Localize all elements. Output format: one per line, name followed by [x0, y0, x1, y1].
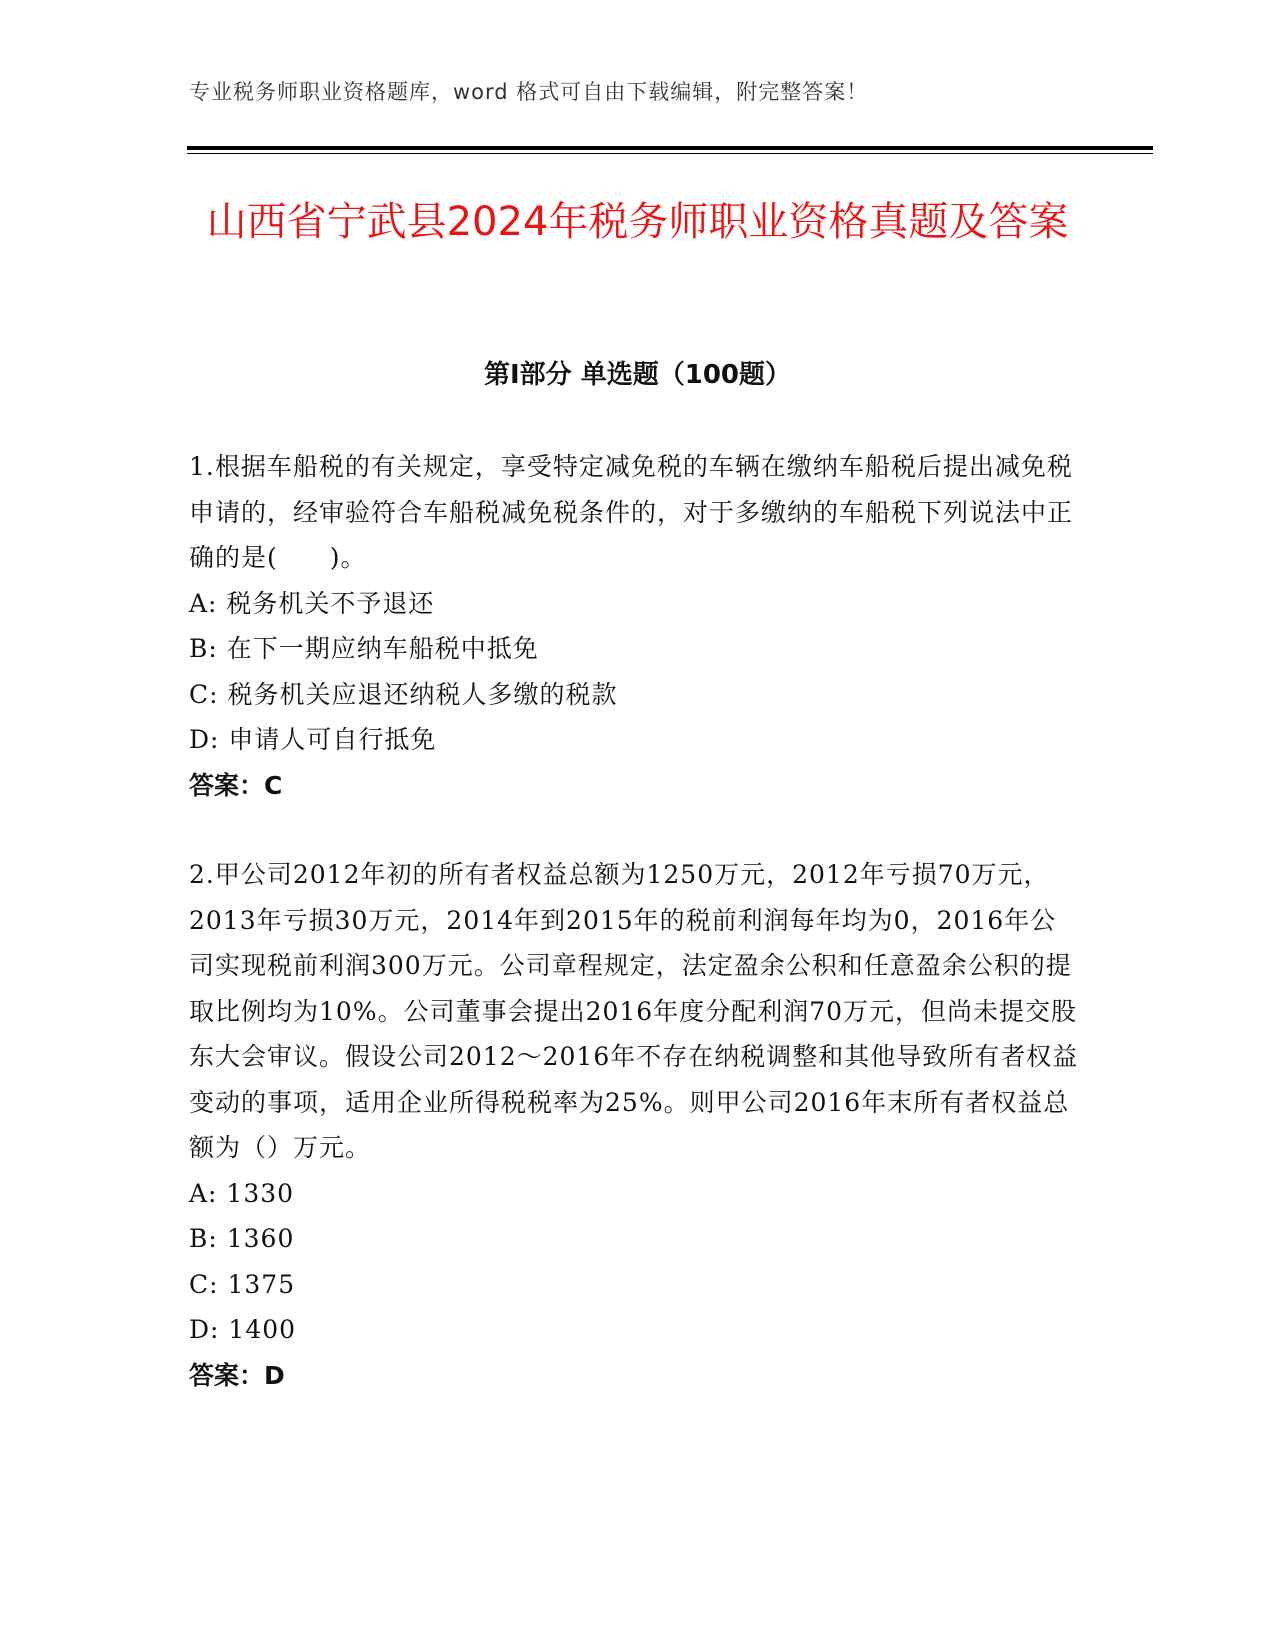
answer: 答案：D: [189, 1360, 285, 1390]
question-stem: 1.根据车船税的有关规定，享受特定减免税的车辆在缴纳车船税后提出减免税申请的，经审验符合车船税减免税条件的，对于多缴纳的车船税下列说法中正确的是( )。: [189, 452, 1074, 572]
question-list: [189, 444, 1079, 1442]
option-b: B: 在下一期应纳车船税中抵免: [189, 634, 539, 663]
option-d: D: 1400: [189, 1315, 297, 1344]
option-a: A: 税务机关不予退还: [189, 588, 435, 618]
question-stem: 2.甲公司2012年初的所有者权益总额为1250万元，2012年亏损70万元，2013年亏损30万元，2014年到2015年的税前利润每年均为0，2016年公司实现税前利润300万元。公司章程规定，法定盈余公积和任意盈余公积的提取比例均为10%。公司董事会提出2016年度分配利润70万元，但尚未提交股东大会审议。假设公司2012～2016年不存在纳税调整和其他导致所有者权益变动的事项，适用企业所得税税率为25%。则甲公司2016年末所有者权益总额为（）万元。: [189, 860, 1079, 1162]
header-note: 专业税务师职业资格题库，word 格式可自由下载编辑，附完整答案！: [189, 80, 869, 104]
header-rule-thick: [187, 146, 1153, 150]
option-d: D: 申请人可自行抵免: [189, 725, 437, 754]
option-c: C: 税务机关应退还纳税人多缴的税款: [189, 679, 618, 709]
question-1: [189, 444, 1079, 808]
option-a: A: 1330: [189, 1178, 295, 1208]
option-b: B: 1360: [189, 1224, 295, 1253]
answer: 答案：C: [189, 770, 283, 800]
header-rule-thin: [187, 153, 1153, 154]
option-c: C: 1375: [189, 1269, 296, 1299]
document-title: 山西省宁武县2024年税务师职业资格真题及答案: [206, 199, 1069, 245]
question-2: [189, 852, 1079, 1398]
section-heading: 第Ⅰ部分 单选题（100题）: [484, 360, 791, 390]
